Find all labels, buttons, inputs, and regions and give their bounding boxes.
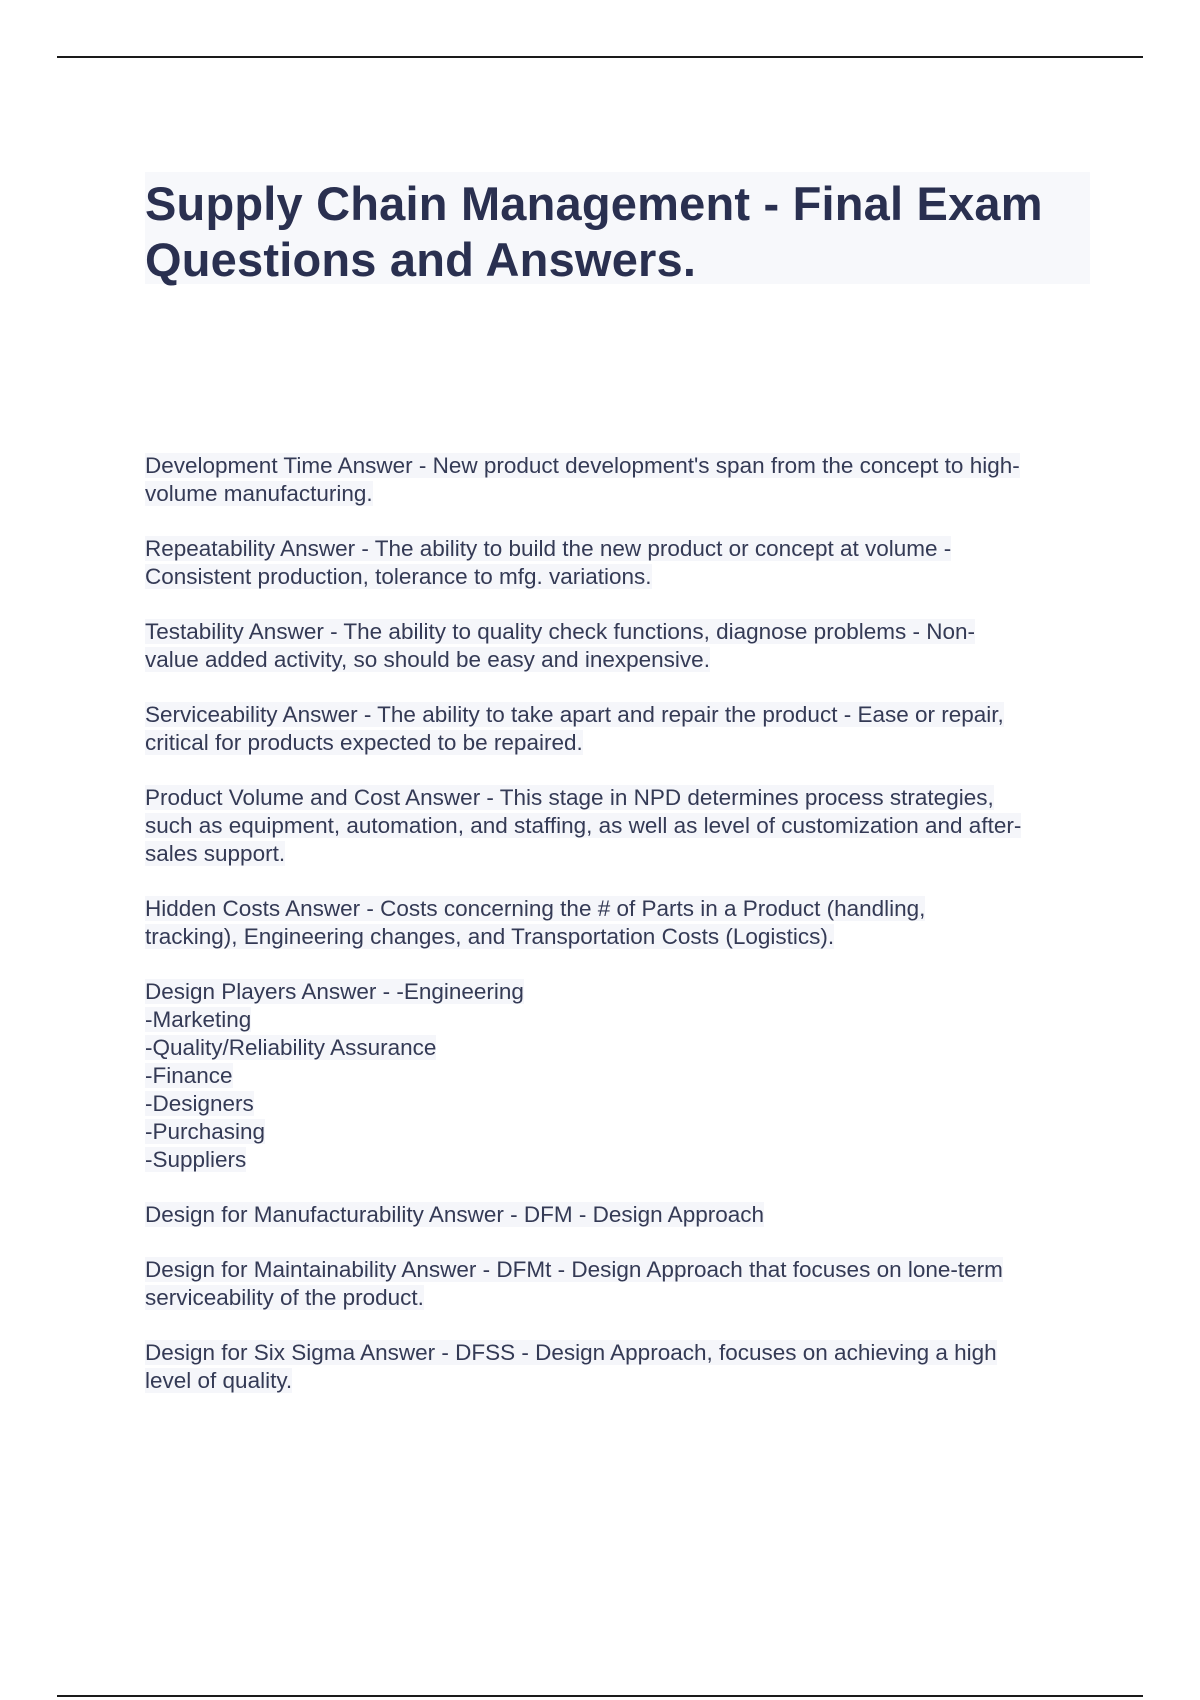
qa-entry-text: Serviceability Answer - The ability to take apart and repair the product - Ease or repair, (145, 702, 1004, 727)
qa-entry (145, 452, 1095, 508)
qa-entry-line (145, 1118, 1095, 1146)
qa-entry-line (145, 1284, 1095, 1312)
qa-entry-text: Development Time Answer - New product development's span from the concept to high- (145, 453, 1020, 478)
qa-entry-line (145, 840, 1095, 868)
qa-entry (145, 1201, 1095, 1229)
qa-entry-line (145, 1339, 1095, 1367)
title-block (145, 172, 1090, 284)
qa-entry-line (145, 1062, 1095, 1090)
title-line: Supply Chain Management - Final Exam (145, 177, 1043, 230)
qa-entry-line (145, 784, 1095, 812)
qa-entry-text: -Designers (145, 1091, 254, 1116)
qa-entry (145, 978, 1095, 1174)
qa-entry-line (145, 1034, 1095, 1062)
qa-entry-line (145, 452, 1095, 480)
qa-entry-text: tracking), Engineering changes, and Transportation Costs (Logistics). (145, 924, 835, 949)
qa-entry-line (145, 480, 1095, 508)
qa-entry-text: Design for Maintainability Answer - DFMt - Design Approach that focuses on lone-term (145, 1257, 1003, 1282)
qa-entry (145, 1256, 1095, 1312)
qa-entry (145, 535, 1095, 591)
qa-entry (145, 701, 1095, 757)
qa-entry-line (145, 563, 1095, 591)
qa-entry-line (145, 812, 1095, 840)
qa-entry-line (145, 701, 1095, 729)
qa-entry-text: value added activity, so should be easy and inexpensive. (145, 647, 710, 672)
qa-entry-text: -Finance (145, 1063, 233, 1088)
qa-entry-text: -Quality/Reliability Assurance (145, 1035, 437, 1060)
qa-entry-text: -Purchasing (145, 1119, 266, 1144)
qa-entry (145, 618, 1095, 674)
top-rule (57, 56, 1143, 58)
qa-entry-text: critical for products expected to be repaired. (145, 730, 583, 755)
qa-list (145, 452, 1095, 1422)
qa-entry (145, 895, 1095, 951)
qa-entry-text: Hidden Costs Answer - Costs concerning the # of Parts in a Product (handling, (145, 896, 926, 921)
qa-entry-text: volume manufacturing. (145, 481, 373, 506)
qa-entry-line (145, 923, 1095, 951)
qa-entry-text: Design Players Answer - -Engineering (145, 979, 524, 1004)
bottom-rule (57, 1695, 1143, 1697)
qa-entry-text: Repeatability Answer - The ability to build the new product or concept at volume - (145, 536, 952, 561)
qa-entry-text: Design for Manufacturability Answer - DFM - Design Approach (145, 1202, 765, 1227)
qa-entry-text: sales support. (145, 841, 286, 866)
qa-entry-line (145, 618, 1095, 646)
qa-entry-text: level of quality. (145, 1368, 293, 1393)
title-line: Questions and Answers. (145, 233, 697, 286)
qa-entry-line (145, 535, 1095, 563)
qa-entry-text: Design for Six Sigma Answer - DFSS - Design Approach, focuses on achieving a high (145, 1340, 997, 1365)
qa-entry (145, 1339, 1095, 1395)
qa-entry-line (145, 1090, 1095, 1118)
qa-entry-text: -Marketing (145, 1007, 252, 1032)
qa-entry-line (145, 729, 1095, 757)
qa-entry-line (145, 1006, 1095, 1034)
qa-entry-line (145, 1256, 1095, 1284)
qa-entry-line (145, 646, 1095, 674)
qa-entry-line (145, 1367, 1095, 1395)
qa-entry-text: Consistent production, tolerance to mfg. variations. (145, 564, 652, 589)
qa-entry-line (145, 1201, 1095, 1229)
qa-entry-text: serviceability of the product. (145, 1285, 424, 1310)
qa-entry-line (145, 978, 1095, 1006)
qa-entry-line (145, 1146, 1095, 1174)
qa-entry-text: such as equipment, automation, and staffing, as well as level of customization and after- (145, 813, 1022, 838)
document-title (145, 172, 1090, 288)
qa-entry-text: Product Volume and Cost Answer - This stage in NPD determines process strategies, (145, 785, 994, 810)
qa-entry-line (145, 895, 1095, 923)
qa-entry-text: -Suppliers (145, 1147, 247, 1172)
qa-entry-text: Testability Answer - The ability to quality check functions, diagnose problems - Non- (145, 619, 975, 644)
qa-entry (145, 784, 1095, 868)
